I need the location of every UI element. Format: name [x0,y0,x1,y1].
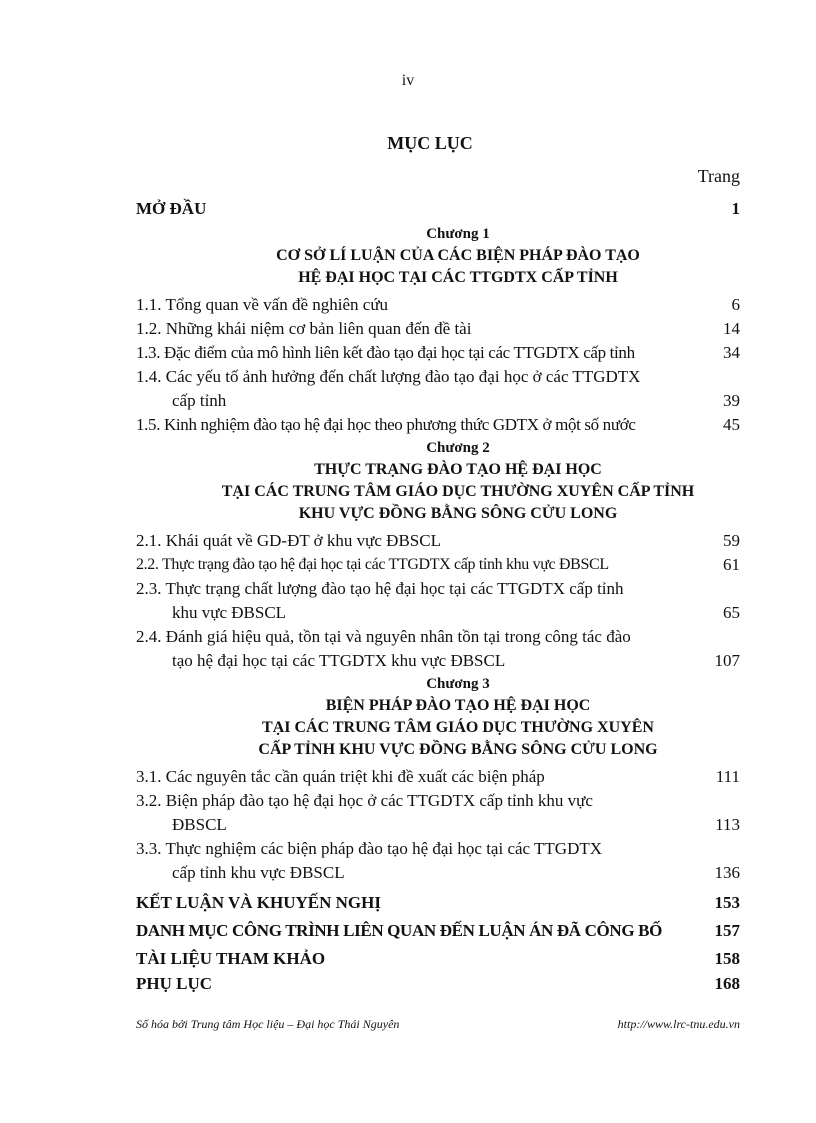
toc-entry-title-continued: cấp tỉnh [172,391,227,410]
chapter-title-line: THỰC TRẠNG ĐÀO TẠO HỆ ĐẠI HỌC [314,461,602,478]
toc-entry-title-continued: ĐBSCL [172,815,227,834]
toc-entry-title: 2.1. Khái quát về GD-ĐT ở khu vực ĐBSCL [136,531,441,550]
toc-entry-title: 1.1. Tổng quan về vấn đề nghiên cứu [136,295,389,314]
toc-entry-title: 3.2. Biện pháp đào tạo hệ đại học ở các TTGDTX cấp tỉnh khu vực [136,791,593,810]
toc-entry[interactable] [136,625,740,673]
toc-entry-title: 1.5. Kinh nghiệm đào tạo hệ đại học theo phương thức GDTX ở một số nước [136,415,636,434]
toc-entry[interactable] [136,577,740,625]
toc-back-matter[interactable] [136,973,740,995]
toc-entry-title: 2.2. Thực trạng đào tạo hệ đại học tại các TTGDTX cấp tỉnh khu vực ĐBSCL [136,556,609,573]
toc-entry-page: 45 [723,415,740,434]
toc-entry-title: PHỤ LỤC [136,974,213,993]
toc-entry[interactable] [136,529,740,553]
page-column-label: Trang [697,166,740,186]
toc-entry-page: 6 [731,295,740,314]
toc-back-matter[interactable] [136,889,740,917]
toc-entry-page: 39 [723,391,740,410]
toc-entry-title: MỞ ĐẦU [136,199,207,218]
chapter-title-line: KHU VỰC ĐỒNG BẰNG SÔNG CỬU LONG [298,505,618,522]
toc-entry-page: 136 [714,863,740,882]
toc-entry[interactable] [136,317,740,341]
chapter-title-line: CƠ SỞ LÍ LUẬN CỦA CÁC BIỆN PHÁP ĐÀO TẠO [276,247,640,264]
table-of-contents [136,197,740,995]
chapter-title-line: HỆ ĐẠI HỌC TẠI CÁC TTGDTX CẤP TỈNH [298,269,618,286]
toc-entry-page: 111 [715,767,740,786]
toc-entry-title-continued: tạo hệ đại học tại các TTGDTX khu vực ĐBSCL [172,651,506,670]
chapter-title-line: TẠI CÁC TRUNG TÂM GIÁO DỤC THƯỜNG XUYÊN [262,719,654,736]
toc-entry-title-continued: khu vực ĐBSCL [172,603,287,622]
toc-entry-page: 34 [723,343,740,362]
toc-entry-title: 2.3. Thực trạng chất lượng đào tạo hệ đại học tại các TTGDTX cấp tỉnh [136,579,624,598]
page-number: iv [401,72,415,89]
toc-entry-page: 107 [714,651,740,670]
page-footer [136,1017,740,1032]
chapter-title-line: BIỆN PHÁP ĐÀO TẠO HỆ ĐẠI HỌC [325,697,591,714]
toc-entry-page: 168 [714,974,740,993]
page-title: MỤC LỤC [387,133,473,153]
chapter-heading [136,223,740,289]
toc-entry-page: 65 [723,603,740,622]
toc-entry[interactable] [136,365,740,413]
toc-entry-title: KẾT LUẬN VÀ KHUYẾN NGHỊ [136,893,381,912]
toc-entry-title: 1.3. Đặc điểm của mô hình liên kết đào tạo đại học tại các TTGDTX cấp tỉnh [136,343,635,362]
chapter-heading [136,673,740,761]
toc-entry[interactable] [136,765,740,789]
toc-entry-page: 61 [723,555,740,574]
toc-back-matter[interactable] [136,945,740,973]
chapter-label: Chương 2 [426,440,490,456]
toc-entry-page: 59 [723,531,740,550]
toc-entry-page: 113 [715,815,740,834]
toc-entry-title: 2.4. Đánh giá hiệu quả, tồn tại và nguyên nhân tồn tại trong công tác đào [136,627,631,646]
toc-entry[interactable] [136,413,740,437]
chapter-heading [136,437,740,525]
chapter-label: Chương 1 [426,226,490,242]
footer-url[interactable]: http://www.lrc-tnu.edu.vn [617,1017,740,1031]
toc-entry[interactable] [136,293,740,317]
toc-entry-title-continued: cấp tỉnh khu vực ĐBSCL [172,863,345,882]
toc-entry-title: DANH MỤC CÔNG TRÌNH LIÊN QUAN ĐẾN LUẬN ÁN ĐÃ CÔNG BỐ [136,921,662,940]
toc-entry[interactable] [136,789,740,837]
chapter-label: Chương 3 [426,676,490,692]
toc-intro[interactable] [136,197,740,221]
toc-entry-page: 14 [723,319,740,338]
toc-entry-title: TÀI LIỆU THAM KHẢO [136,949,326,968]
footer-credit: Số hóa bởi Trung tâm Học liệu – Đại học Thái Nguyên [136,1017,400,1031]
toc-entry-title: 1.2. Những khái niệm cơ bản liên quan đến đề tài [136,319,472,338]
toc-entry-page: 1 [731,199,740,218]
toc-back-matter[interactable] [136,917,740,945]
toc-entry-page: 153 [714,893,740,912]
toc-entry[interactable] [136,837,740,885]
toc-entry[interactable] [136,341,740,365]
toc-entry-title: 3.1. Các nguyên tắc cần quán triệt khi đề xuất các biện pháp [136,767,545,786]
chapter-title-line: TẠI CÁC TRUNG TÂM GIÁO DỤC THƯỜNG XUYÊN CẤP TỈNH [221,483,695,500]
toc-entry-title: 1.4. Các yếu tố ảnh hưởng đến chất lượng đào tạo đại học ở các TTGDTX [136,367,641,386]
toc-entry-page: 158 [714,949,740,968]
toc-entry-page: 157 [714,921,740,940]
toc-entry[interactable] [136,553,740,577]
chapter-title-line: CẤP TỈNH KHU VỰC ĐỒNG BẰNG SÔNG CỬU LONG [258,741,658,758]
toc-entry-title: 3.3. Thực nghiệm các biện pháp đào tạo hệ đại học tại các TTGDTX [136,839,603,858]
